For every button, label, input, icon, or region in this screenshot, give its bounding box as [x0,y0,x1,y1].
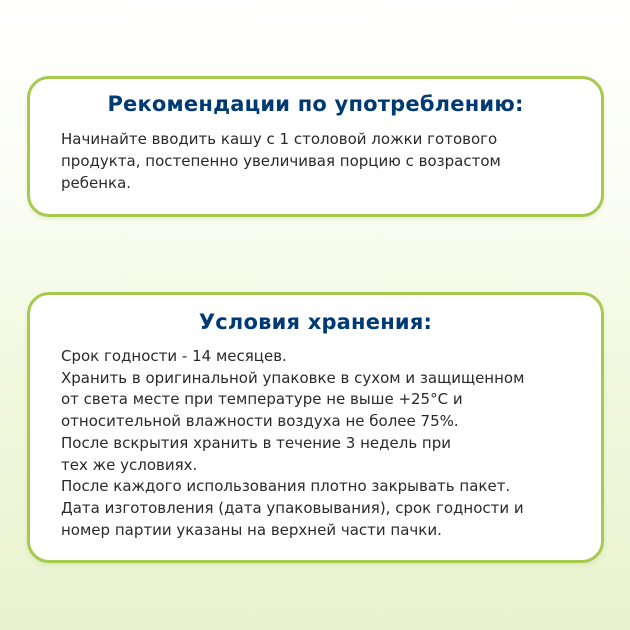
recommendations-card [27,76,604,217]
recommendations-text [30,128,601,194]
recommendations-line: Начинайте вводить кашу с 1 столовой ложки готового [61,130,498,148]
storage-conditions-card [27,292,604,563]
after-opening-line: тех же условиях. [61,455,198,474]
recommendations-line: продукта, постепенно увеличивая порцию с возрастом [61,152,501,170]
storage-conditions-title: Условия хранения: [198,310,433,334]
storage-line: от света месте при температуре не выше +25°С и [61,390,463,409]
after-opening-line: После вскрытия хранить в течение 3 недель при [61,433,452,452]
storage-line: относительной влажности воздуха не более 75%. [61,412,459,431]
closing-package-line: После каждого использования плотно закрывать пакет. [61,477,511,496]
storage-line: Хранить в оригинальной упаковке в сухом и защищенном [61,368,525,387]
recommendations-title: Рекомендации по употреблению: [107,92,524,116]
recommendations-line: ребенка. [61,174,132,192]
storage-conditions-text [30,346,601,541]
production-date-line: Дата изготовления (дата упаковывания), срок годности и [61,498,524,517]
production-date-line: номер партии указаны на верхней части пачки. [61,520,442,539]
shelf-life-line: Срок годности - 14 месяцев. [61,347,287,365]
